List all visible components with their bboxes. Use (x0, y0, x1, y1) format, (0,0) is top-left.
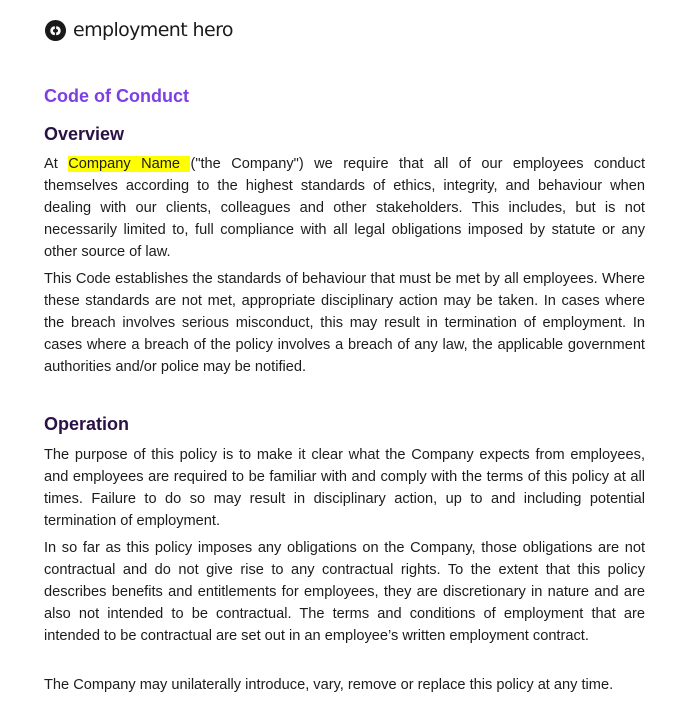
overview-paragraph-2: This Code establishes the standards of behaviour that must be met by all employees. Where these standards are not met, appropriate disciplinary action may be taken. In cases where the breach involves serious misconduct, this may result in termination of employment. In cases where a breach of the policy involves a breach of any law, the applicable government authorities and/or police may be notified. (44, 271, 645, 375)
document-title: Code of Conduct (44, 86, 189, 106)
brand-name: employment hero (73, 19, 233, 41)
overview-heading: Overview (44, 124, 125, 144)
operation-paragraph-1: The purpose of this policy is to make it clear what the Company expects from employees, and employees are required to be familiar with and comply with the terms of this policy at all times. Failure to do so may result in disciplinary action, up to and including potential termination of employment. (44, 447, 645, 529)
company-name-placeholder: Company Name (68, 156, 191, 172)
employment-hero-mark-icon (44, 19, 67, 42)
operation-paragraph-3: The Company may unilaterally introduce, vary, remove or replace this policy at any time. (44, 677, 614, 693)
operation-heading: Operation (44, 414, 130, 434)
operation-paragraph-2: In so far as this policy imposes any obligations on the Company, those obligations are not contractual and do not give rise to any contractual rights. To the extent that this policy describes benefits and entitlements for employees, they are discretionary in nature and are also not intended to be contractual. The terms and conditions of employment that are intended to be contractual are set out in an employee’s written employment contract. (44, 540, 645, 644)
paragraph-prefix: At (44, 156, 69, 172)
brand-logo (44, 17, 233, 43)
paragraph-body: ("the Company") we require that all of our employees conduct themselves according to the highest standards of ethics, integrity, and behaviour when dealing with our clients, colleagues and other stakeholders. This includes, but is not necessarily limited to, full compliance with all legal obligations imposed by statute or any other source of law. (44, 156, 646, 260)
overview-paragraph-1 (44, 153, 645, 263)
